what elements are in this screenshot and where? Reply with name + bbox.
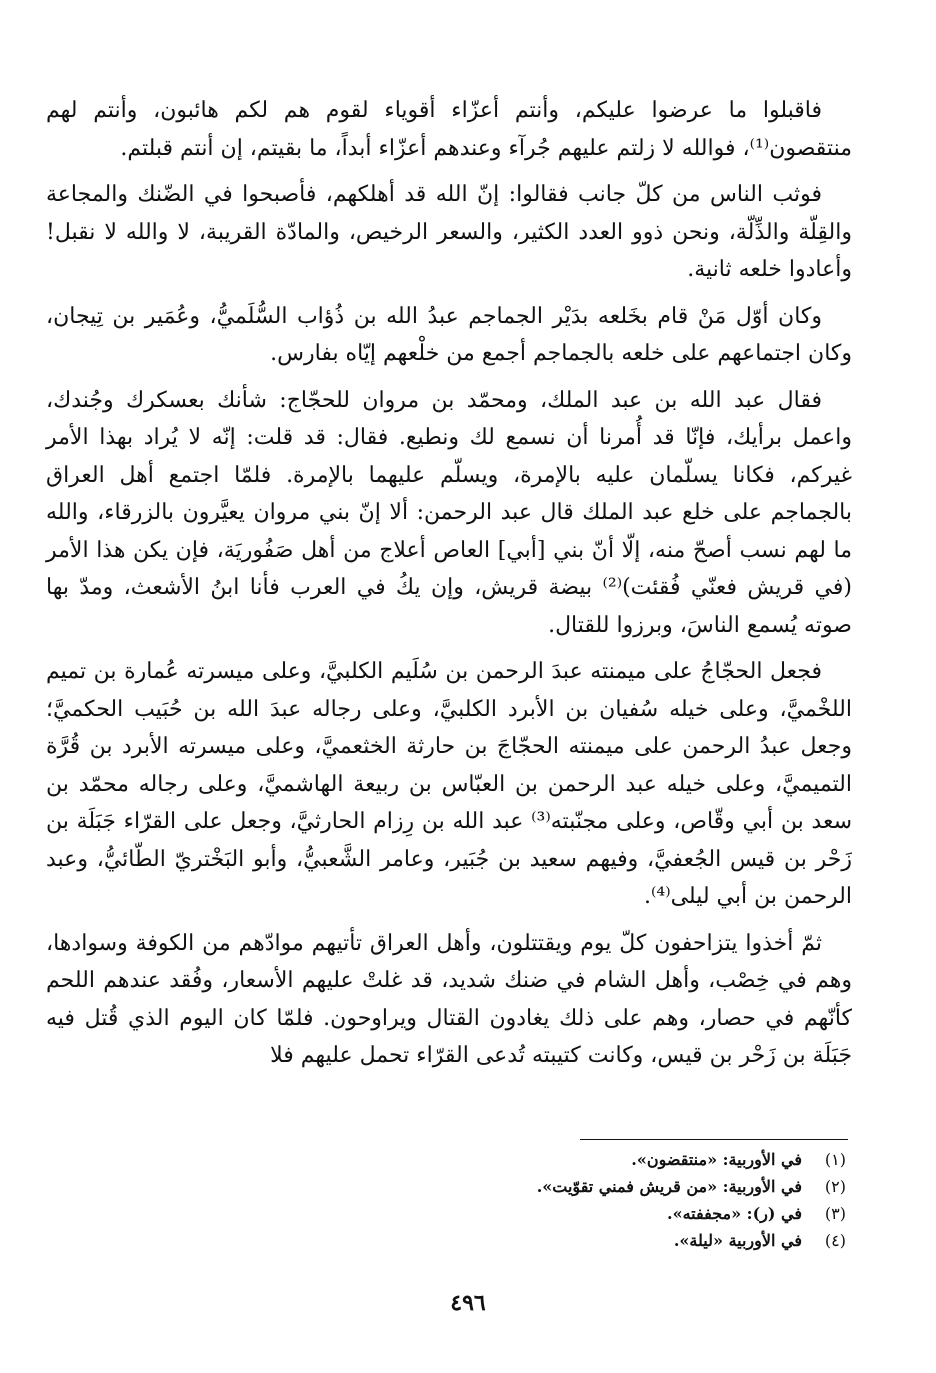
footnote-number: (٢) xyxy=(824,1177,846,1196)
footnote xyxy=(300,1146,846,1173)
footnote-number: (١) xyxy=(824,1150,846,1169)
footnote-text: في الأوربية: «منتقضون». xyxy=(631,1150,802,1169)
footnote xyxy=(300,1200,846,1227)
paragraph: فاقبلوا ما عرضوا عليكم، وأنتم أعزّاء أقوياء لقوم هم لكم هائبون، وأنتم لهم منتقصون⁽¹⁾، فوالله لا زلتم عليهم جُرآء وعندهم أعزّاء أبداً، ما بقيتم، إن أنتم قبلتم. xyxy=(46,98,852,161)
paragraph: فجعل الحجّاجُ على ميمنته عبدَ الرحمن بن سُلَيم الكلبيَّ، وعلى ميسرته عُمارة بن تميم اللخْميَّ، وعلى خيله سُفيان بن الأبرد الكلبيَّ، وعلى رجاله عبدَ الله بن حُبَيب الحكميَّ؛ وجعل عبدُ الرحمن على ميمنته الحجّاجَ بن حارثة الخثعميَّ، وعلى ميسرته الأبرد بن قُرَّة التميميَّ، وعلى خيله عبد الرحمن بن العبّاس بن ربيعة الهاشميَّ، وعلى رجاله محمّد بن سعد بن أبي وقّاص، وعلى مجنّبته⁽³⁾ عبد الله بن رِزام الحارثيَّ، وجعل على القرّاء جَبَلَة بن زَحْر بن قيس الجُعفيَّ، وفيهم سعيد بن جُبَير، وعامر الشَّعبيُّ، وأبو البَخْتريّ الطّائيُّ، وعبد الرحمن بن أبي ليلى⁽⁴⁾. xyxy=(46,659,852,909)
footnote-text: في (ر): «مجففته». xyxy=(667,1204,802,1223)
footnote-number: (٣) xyxy=(824,1204,846,1223)
paragraph: فوثب الناس من كلّ جانب فقالوا: إنّ الله قد أهلكهم، فأصبحوا في الضّنك والمجاعة والقِلّة والذِّلّة، ونحن ذوو العدد الكثير، والسعر الرخيص، والمادّة القريبة، لا والله لا نقبل! وأعادوا خلعه ثانية. xyxy=(46,182,852,282)
page-number: ٤٩٦ xyxy=(450,1290,486,1316)
paragraph: وكان أوّل مَنْ قام بخَلعه بدَيْر الجماجم عبدُ الله بن ذُؤاب السُّلَميُّ، وعُمَير بن تِيجان، وكان اجتماعهم على خلعه بالجماجم أجمع من خلْعهم إيّاه بفارس. xyxy=(46,303,852,366)
footnote-text: في الأوربية «ليلة». xyxy=(673,1231,802,1250)
paragraph: فقال عبد الله بن عبد الملك، ومحمّد بن مروان للحجّاج: شأنك بعسكرك وجُندك، واعمل برأيك، فإنّا قد أُمرنا أن نسمع لك ونطيع. فقال: قد قلت: إنّه لا يُراد بهذا الأمر غيركم، فكانا يسلّمان عليه بالإمرة، ويسلّم عليهما بالإمرة. فلمّا اجتمع أهل العراق بالجماجم على خلع عبد الملك قال عبد الرحمن: ألا إنّ بني مروان يعيَّرون بالزرقاء، والله ما لهم نسب أصحّ منه، إلّا أنّ بني [أبي] العاص أعلاج من أهل صَفُوريَة، فإن يكن هذا الأمر (في قريش فعنّي فُقئت)⁽²⁾ بيضة قريش، وإن يكُ في العرب فأنا ابنُ الأشعث، ومدّ بها صوته يُسمع الناسَ، وبرزوا للقتال. xyxy=(46,387,852,638)
paragraph: ثمّ أخذوا يتزاحفون كلّ يوم ويقتتلون، وأهل العراق تأتيهم موادّهم من الكوفة وسوادها، وهم في خِصْب، وأهل الشام في ضنك شديد، قد غلتْ عليهم الأسعار، وفُقد عندهم اللحم كأنّهم في حصار، وهم على ذلك يغادون القتال ويراوحون. فلمّا كان اليوم الذي قُتل فيه جَبَلَة بن زَحْر بن قيس، وكانت كتيبته تُدعى القرّاء تحمل عليهم فلا xyxy=(46,930,852,1068)
main-text xyxy=(46,92,852,1084)
footnotes xyxy=(300,1146,846,1254)
footnote-text: في الأوربية: «من قريش فمني تقوّيت». xyxy=(536,1177,802,1196)
footnote-divider xyxy=(580,1139,848,1140)
footnote xyxy=(300,1227,846,1254)
footnote-number: (٤) xyxy=(824,1231,846,1250)
footnote xyxy=(300,1173,846,1200)
